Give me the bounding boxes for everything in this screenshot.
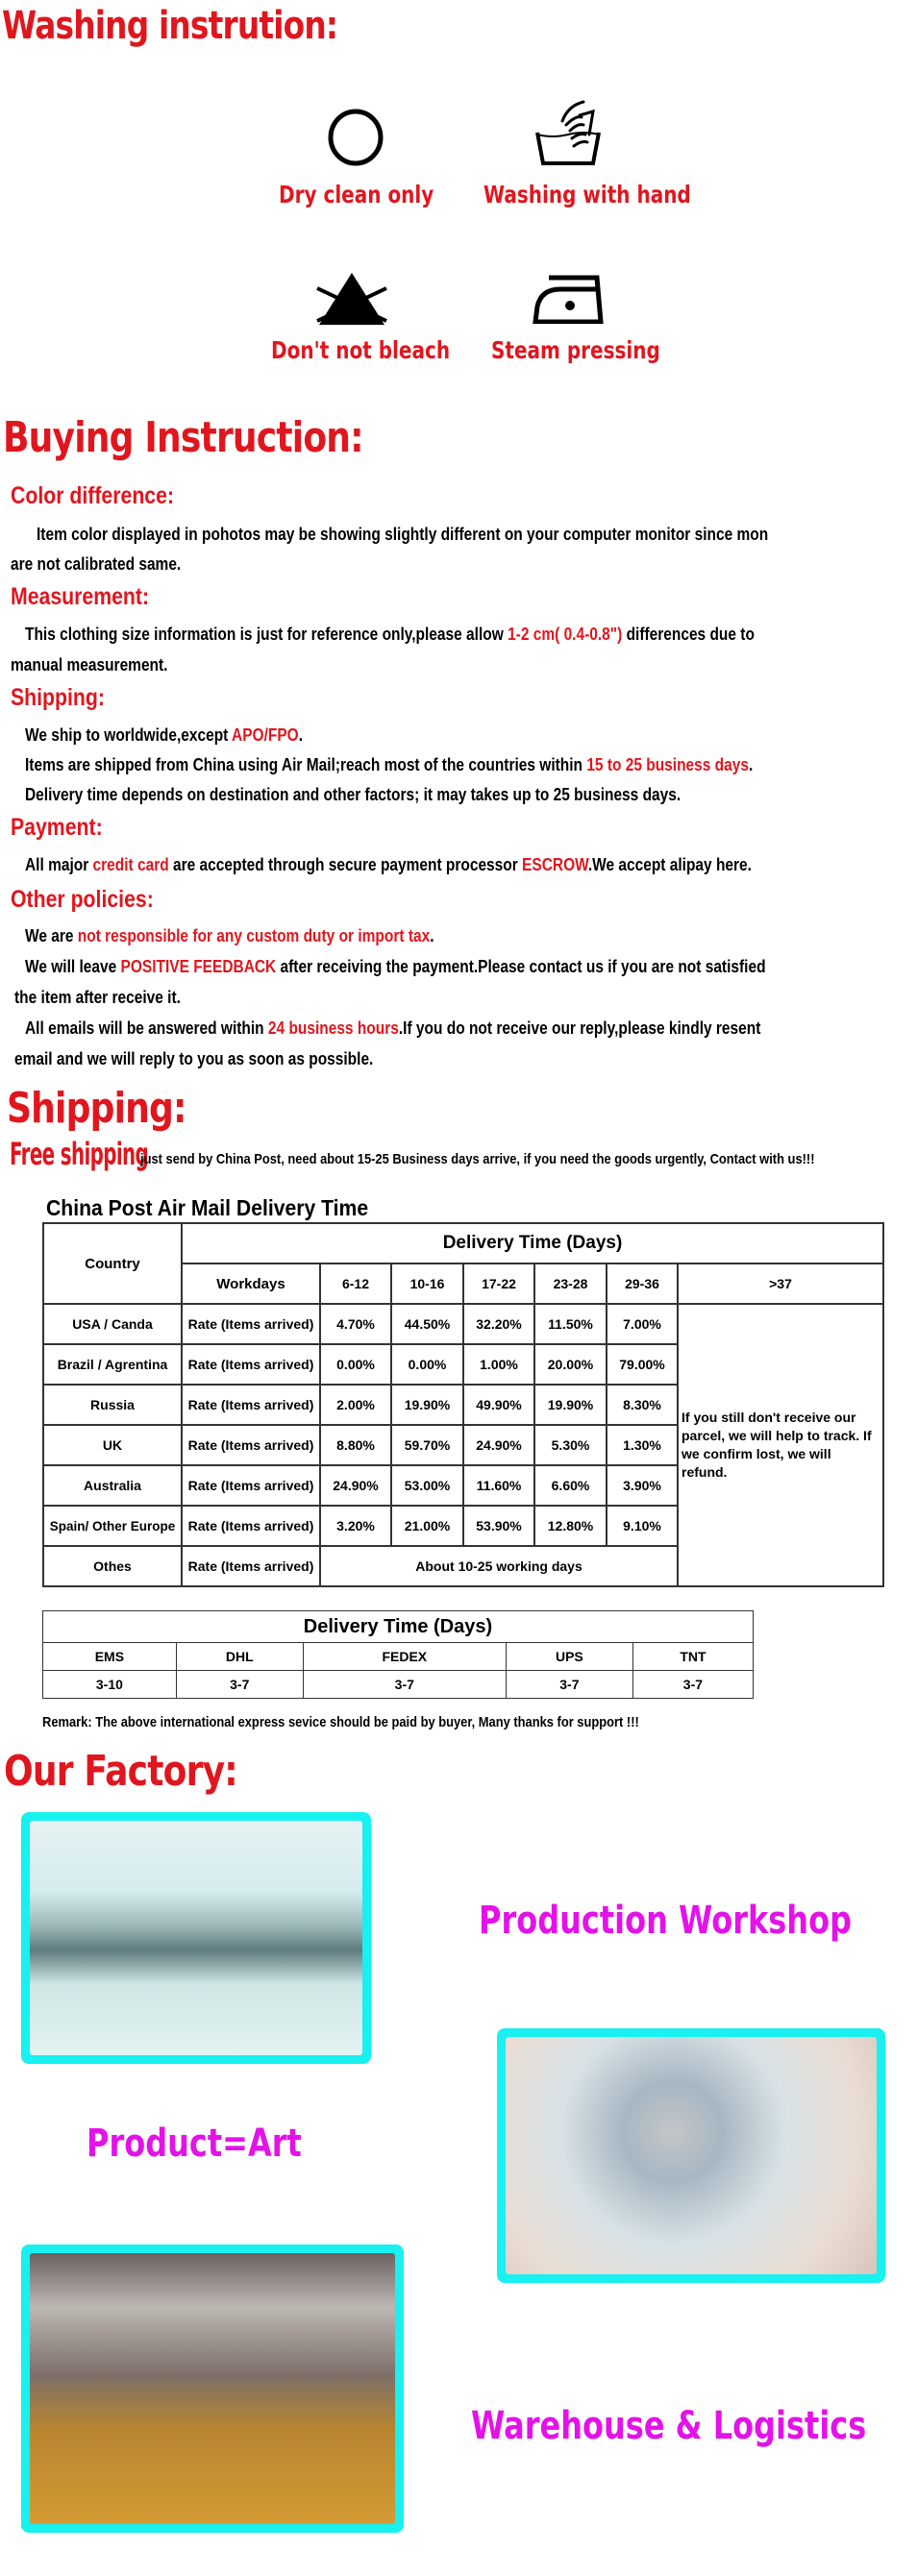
text-run: .We accept alipay here.: [587, 855, 752, 874]
text-run: differences due to: [622, 625, 755, 644]
rate-cell: 20.00%: [534, 1344, 607, 1385]
rate-cell: 53.00%: [391, 1465, 463, 1506]
free-shipping-label: Free shipping: [10, 1136, 149, 1172]
text-run: Items are shipped from China using Air Mail;reach most of the countries within: [25, 755, 587, 774]
free-shipping-text: just send by China Post, need about 15-25 Business days arrive, if you need the goods urgently, Contact with us!!!: [140, 1151, 815, 1167]
rate-cell: 24.90%: [320, 1465, 391, 1506]
carrier-cell: EMS: [43, 1643, 177, 1671]
rate-cell: 4.70%: [320, 1304, 391, 1344]
payment-heading: Payment:: [11, 814, 103, 841]
text-run: This clothing size information is just for reference only,please allow: [25, 625, 508, 644]
sewing-image: [506, 2037, 877, 2274]
rate-cell: 8.80%: [320, 1425, 391, 1465]
factory-floor-image: [30, 1821, 362, 2055]
express-header: Delivery Time (Days): [43, 1611, 754, 1643]
header-range: 29-36: [607, 1263, 678, 1304]
warehouse-image: [30, 2253, 395, 2524]
text-run: We will leave: [25, 957, 121, 976]
rate-cell: 12.80%: [534, 1506, 607, 1546]
express-delivery-table: [42, 1610, 754, 1699]
country-cell: Australia: [43, 1465, 182, 1506]
rate-cell: 2.00%: [320, 1385, 391, 1425]
country-cell: Othes: [43, 1546, 182, 1586]
rate-cell: 44.50%: [391, 1304, 463, 1344]
no-bleach-triangle-icon: [315, 271, 388, 327]
header-range: 10-16: [391, 1263, 463, 1304]
other-line5: email and we will reply to you as soon as possible.: [14, 1049, 374, 1068]
rate-cell: 1.30%: [607, 1425, 678, 1465]
payment-line1: [25, 855, 752, 875]
rate-cell: 0.00%: [320, 1344, 391, 1385]
factory-title: Our Factory:: [4, 1747, 237, 1796]
text-run: All emails will be answered within: [25, 1018, 268, 1038]
buying-title: Buying Instruction:: [3, 413, 363, 462]
text-run: after receiving the payment.Please contact us if you are not satisfied: [276, 957, 766, 976]
other-line4: [25, 1018, 760, 1039]
rate-cell: 49.90%: [463, 1385, 534, 1425]
header-workdays: Workdays: [182, 1263, 320, 1304]
rate-cell: 79.00%: [607, 1344, 678, 1385]
rate-cell: 7.00%: [607, 1304, 678, 1344]
express-remark: Remark: The above international express sevice should be paid by buyer, Many thanks for support !!!: [42, 1714, 639, 1730]
washing-title: Washing instrution:: [2, 4, 338, 48]
rate-cell: 9.10%: [607, 1506, 678, 1546]
color-difference-heading: Color difference:: [11, 482, 175, 509]
care-label-dry-clean: Dry clean only: [279, 181, 434, 209]
text-run: .If you do not receive our reply,please kindly resent: [398, 1018, 761, 1038]
country-cell: Russia: [43, 1385, 182, 1425]
days-cell: 3-7: [632, 1671, 753, 1699]
rate-cell: 6.60%: [534, 1465, 607, 1506]
other-policies-heading: Other policies:: [11, 886, 154, 913]
caption-product-art: Product=Art: [87, 2122, 302, 2166]
days-cell: 3-10: [43, 1671, 177, 1699]
production-workshop-photo: [21, 1812, 371, 2064]
rate-cell: 3.20%: [320, 1506, 391, 1546]
rate-cell: 21.00%: [391, 1506, 463, 1546]
color-difference-line2: are not calibrated same.: [11, 554, 182, 574]
text-run: .: [298, 725, 304, 745]
shipping-title: Shipping:: [7, 1084, 186, 1133]
country-cell: Brazil / Agrentina: [43, 1344, 182, 1385]
metric-cell: Rate (Items arrived): [182, 1425, 320, 1465]
shipping-line3: Delivery time depends on destination and other factors; it may takes up to 25 business days.: [25, 785, 682, 804]
carrier-cell: DHL: [176, 1643, 303, 1671]
rate-cell: 19.90%: [391, 1385, 463, 1425]
country-cell: Spain/ Other Europe: [43, 1506, 182, 1546]
table-row: [43, 1304, 883, 1344]
carrier-cell: UPS: [506, 1643, 632, 1671]
rate-cell: 24.90%: [463, 1425, 534, 1465]
days-cell: 3-7: [303, 1671, 506, 1699]
carrier-cell: TNT: [632, 1643, 753, 1671]
days-cell: 3-7: [176, 1671, 303, 1699]
country-cell: USA / Canda: [43, 1304, 182, 1344]
rate-cell: 11.60%: [463, 1465, 534, 1506]
rate-cell: 59.70%: [391, 1425, 463, 1465]
iron-steam-icon: [532, 274, 608, 324]
others-value-cell: About 10-25 working days: [320, 1546, 678, 1586]
rate-cell: 11.50%: [534, 1304, 607, 1344]
header-range: 23-28: [534, 1263, 607, 1304]
country-cell: UK: [43, 1425, 182, 1465]
highlight-text: 15 to 25 business days: [586, 755, 749, 774]
other-line3: the item after receive it.: [14, 988, 181, 1007]
shipping-line2: [25, 755, 753, 775]
header-country: Country: [43, 1223, 182, 1304]
metric-cell: Rate (Items arrived): [182, 1344, 320, 1385]
rate-cell: 5.30%: [534, 1425, 607, 1465]
lost-parcel-note: If you still don't receive our parcel, we will help to track. If we confirm lost, we will refund.: [678, 1304, 883, 1586]
highlight-text: POSITIVE FEEDBACK: [120, 957, 277, 976]
metric-cell: Rate (Items arrived): [182, 1506, 320, 1546]
shipping-line1: [25, 725, 303, 746]
text-run: .: [430, 926, 434, 945]
highlight-text: credit card: [92, 855, 169, 874]
highlight-text: APO/FPO: [232, 725, 299, 745]
other-line1: [25, 926, 434, 946]
rate-cell: 8.30%: [607, 1385, 678, 1425]
rate-cell: 53.90%: [463, 1506, 534, 1546]
text-run: are accepted through secure payment processor: [168, 855, 523, 874]
measurement-line1: [25, 625, 755, 645]
care-label-no-bleach: Don't not bleach: [271, 336, 451, 364]
metric-cell: Rate (Items arrived): [182, 1465, 320, 1506]
highlight-text: 24 business hours: [267, 1018, 399, 1038]
text-run: .: [748, 755, 754, 774]
text-run: We ship to worldwide,except: [25, 725, 233, 745]
rate-cell: 1.00%: [463, 1344, 534, 1385]
measurement-heading: Measurement:: [11, 583, 150, 610]
caption-production-workshop: Production Workshop: [479, 1899, 852, 1943]
care-label-hand-wash: Washing with hand: [483, 181, 691, 209]
caption-warehouse-logistics: Warehouse & Logistics: [471, 2404, 867, 2448]
hand-wash-tub-icon: [533, 96, 603, 167]
highlight-text: ESCROW: [522, 855, 588, 874]
header-range: 17-22: [463, 1263, 534, 1304]
metric-cell: Rate (Items arrived): [182, 1385, 320, 1425]
airmail-table-title: China Post Air Mail Delivery Time: [46, 1195, 369, 1220]
text-run: We are: [25, 926, 78, 945]
warehouse-photo: [21, 2245, 404, 2533]
header-delivery-time: Delivery Time (Days): [182, 1223, 883, 1263]
care-label-steam: Steam pressing: [491, 336, 660, 364]
days-cell: 3-7: [506, 1671, 632, 1699]
sewing-machine-photo: [497, 2028, 885, 2283]
rate-cell: 32.20%: [463, 1304, 534, 1344]
other-line2: [25, 957, 766, 977]
metric-cell: Rate (Items arrived): [182, 1304, 320, 1344]
rate-cell: 0.00%: [391, 1344, 463, 1385]
header-range: 6-12: [320, 1263, 391, 1304]
rate-cell: 3.90%: [607, 1465, 678, 1506]
highlight-text: not responsible for any custom duty or import tax: [77, 926, 431, 945]
text-run: All major: [25, 855, 93, 874]
metric-cell: Rate (Items arrived): [182, 1546, 320, 1586]
shipping-policy-heading: Shipping:: [11, 684, 105, 711]
airmail-delivery-table: [42, 1222, 884, 1587]
carrier-cell: FEDEX: [303, 1643, 506, 1671]
rate-cell: 19.90%: [534, 1385, 607, 1425]
header-range: >37: [678, 1263, 883, 1304]
measurement-line2: manual measurement.: [11, 655, 168, 675]
highlight-text: 1-2 cm( 0.4-0.8"): [508, 625, 623, 644]
dry-clean-circle-icon: [327, 108, 384, 167]
color-difference-line1: Item color displayed in pohotos may be showing slightly different on your computer monitor since mon: [37, 525, 769, 544]
